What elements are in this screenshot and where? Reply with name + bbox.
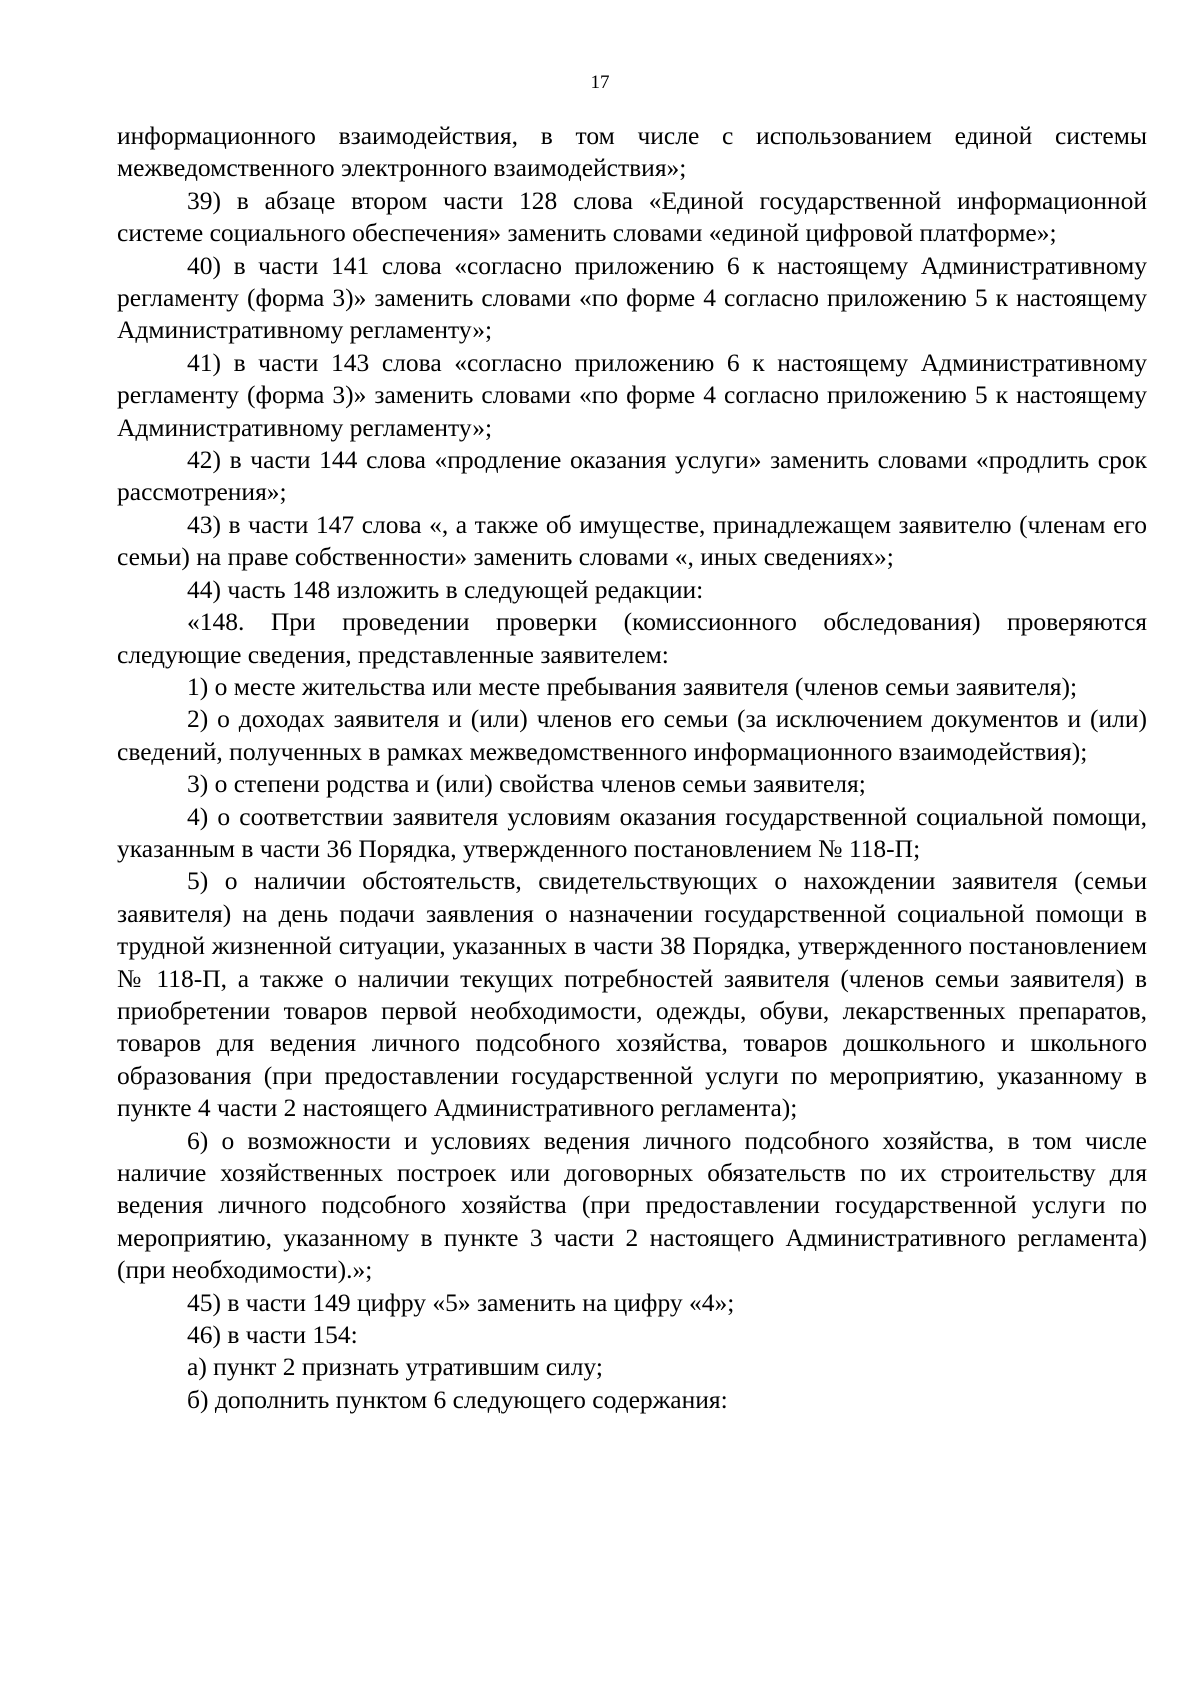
paragraph-part-148: «148. При проведении проверки (комиссионного обследования) проверяются следующие сведения, представленные заявителем:: [117, 607, 1147, 669]
paragraph-subitem-a: а) пункт 2 признать утратившим силу;: [187, 1352, 603, 1382]
paragraph-item-41: 41) в части 143 слова «согласно приложению 6 к настоящему Административному регламенту (форма 3)» заменить словами «по форме 4 согласно приложению 5 к настоящему Административному регламенту»;: [117, 347, 1147, 442]
paragraph-subitem-3: 3) о степени родства и (или) свойства членов семьи заявителя;: [187, 769, 866, 799]
paragraph-subitem-4: 4) о соответствии заявителя условиям оказания государственной социальной помощи, указанным в части 36 Порядка, утвержденного постановлением № 118-П;: [117, 801, 1147, 863]
paragraph-item-44: 44) часть 148 изложить в следующей редакции:: [187, 574, 704, 604]
paragraph-subitem-1: 1) о месте жительства или месте пребывания заявителя (членов семьи заявителя);: [187, 671, 1078, 701]
paragraph-item-42: 42) в части 144 слова «продление оказания услуги» заменить словами «продлить срок рассмотрения»;: [117, 445, 1147, 507]
paragraph-subitem-2: 2) о доходах заявителя и (или) членов его семьи (за исключением документов и (или) сведений, полученных в рамках межведомственного информационного взаимодействия);: [117, 704, 1147, 766]
paragraph-continuation: информационного взаимодействия, в том числе с использованием единой системы межведомственного электронного взаимодействия»;: [117, 121, 1147, 183]
paragraph-item-39: 39) в абзаце втором части 128 слова «Единой государственной информационной системе социального обеспечения» заменить словами «единой цифровой платформе»;: [117, 185, 1147, 248]
paragraph-subitem-b: б) дополнить пунктом 6 следующего содержания:: [187, 1384, 728, 1414]
page-number: 17: [590, 72, 610, 93]
paragraph-subitem-5: 5) о наличии обстоятельств, свидетельствующих о нахождении заявителя (семьи заявителя) на день подачи заявления о назначении государственной социальной помощи в трудной жизненной ситуации, указанных в части 38 Порядка, утвержденного постановлением № 118-П, а также о наличии текущих потребностей заявителя (членов семьи заявителя) в приобретении товаров первой необходимости, одежды, обуви, лекарственных препаратов, товаров для ведения личного подсобного хозяйства, товаров дошкольного и школьного образования (при предоставлении государственной услуги по мероприятию, указанному в пункте 4 части 2 настоящего Административного регламента);: [117, 866, 1147, 1123]
paragraph-item-45: 45) в части 149 цифру «5» заменить на цифру «4»;: [187, 1287, 735, 1317]
paragraph-item-43: 43) в части 147 слова «, а также об имуществе, принадлежащем заявителю (членам его семьи) на праве собственности» заменить словами «, иных сведениях»;: [117, 509, 1147, 572]
document-body: [117, 120, 1147, 1416]
paragraph-item-46: 46) в части 154:: [187, 1320, 358, 1350]
paragraph-subitem-6: 6) о возможности и условиях ведения личного подсобного хозяйства, в том числе наличие хозяйственных построек или договорных обязательств по их строительству для ведения личного подсобного хозяйства (при предоставлении государственной услуги по мероприятию, указанному в пункте 3 части 2 настоящего Административного регламента)(при необходимости).»;: [117, 1125, 1147, 1285]
paragraph-item-40: 40) в части 141 слова «согласно приложению 6 к настоящему Административному регламенту (форма 3)» заменить словами «по форме 4 согласно приложению 5 к настоящему Административному регламенту»;: [117, 250, 1147, 345]
